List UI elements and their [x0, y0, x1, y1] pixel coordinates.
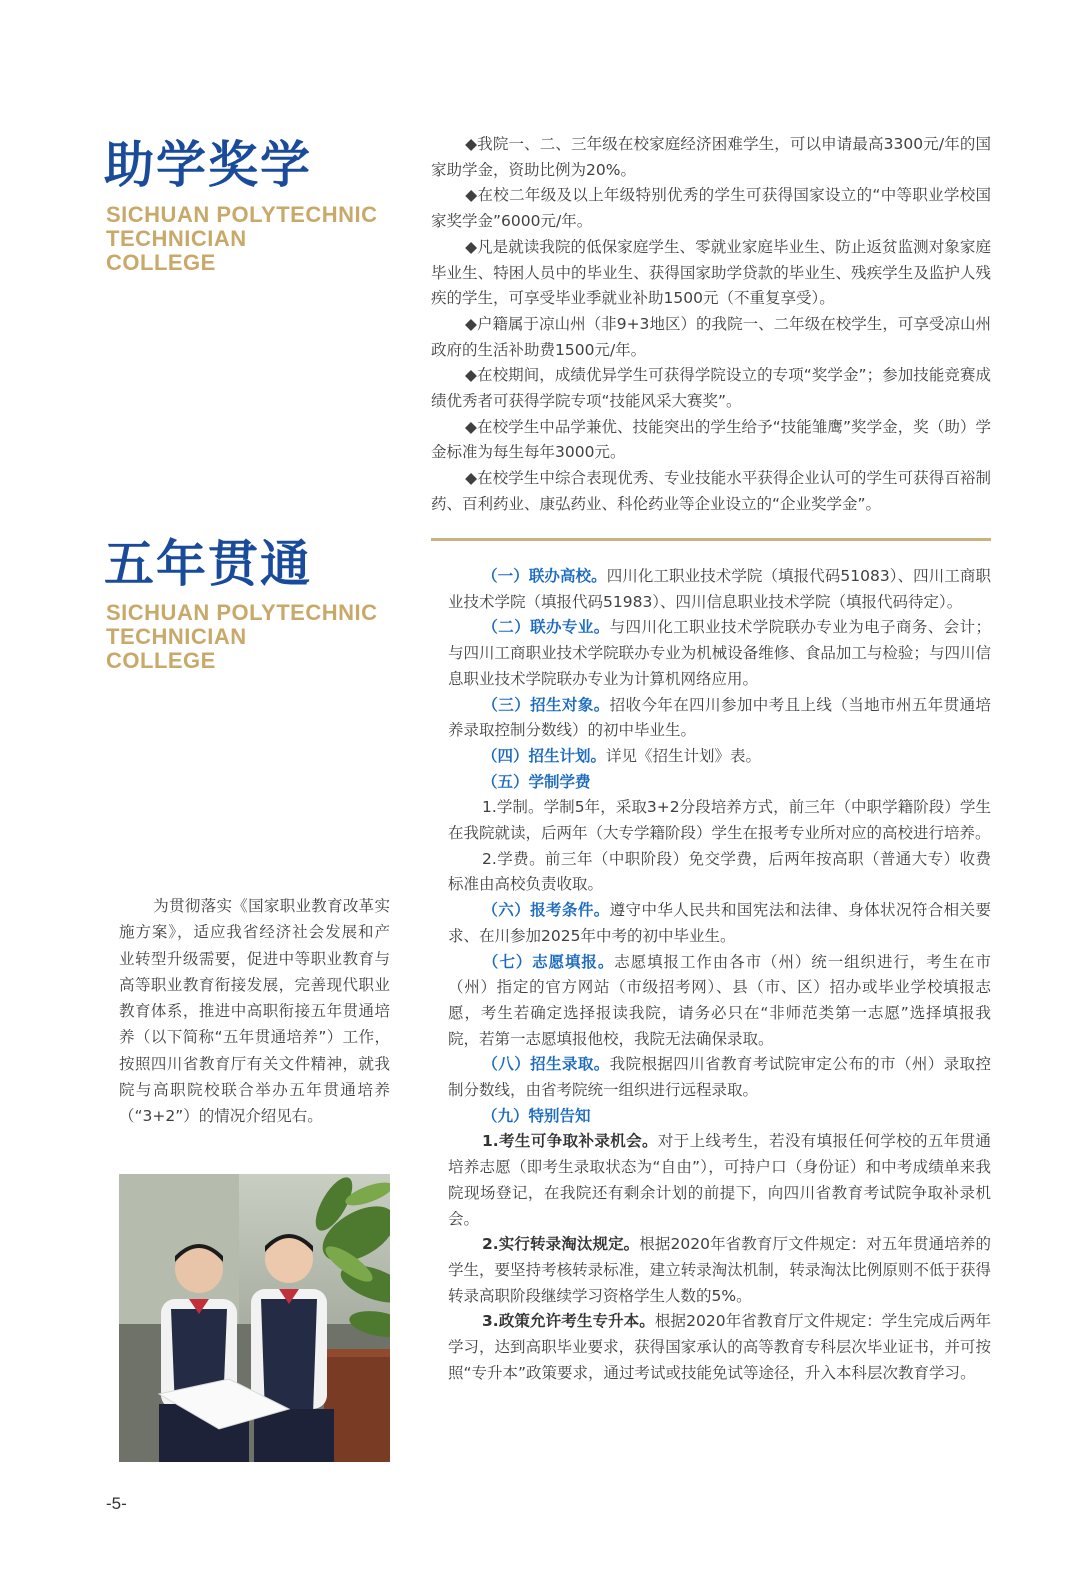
five-year-item: （三）招生对象。招收今年在四川参加中考且上线（当地市州五年贯通培养录取控制分数线）的初中毕业生。: [448, 695, 991, 740]
five-year-item: （七）志愿填报。志愿填报工作由各市（州）统一组织进行，考生在市（州）指定的官方网站（市级招考网）、县（市、区）招办或毕业学校填报志愿，考生若确定选择报读我院，请务必只在“非师范类第一志愿”选择填报我院，若第一志愿填报他校，我院无法确保录取。: [448, 952, 991, 1048]
scholarship-paragraph: ◆凡是就读我院的低保家庭学生、零就业家庭毕业生、防止返贫监测对象家庭毕业生、特困人员中的毕业生、获得国家助学贷款的毕业生、残疾学生及监护人残疾的学生，可享受毕业季就业补助1500元（不重复享受）。: [431, 237, 991, 308]
section-title-scholarship: 助学奖学: [104, 136, 312, 194]
scholarship-paragraph: ◆户籍属于凉山州（非9+3地区）的我院一、二年级在校学生，可享受凉山州政府的生活补助费1500元/年。: [431, 314, 991, 359]
five-year-item: （九）特别告知: [482, 1106, 591, 1125]
five-year-item: （五）学制学费: [482, 772, 591, 791]
five-year-body: [448, 564, 991, 1387]
section-title-five-year: 五年贯通: [104, 535, 312, 593]
students-photo: [119, 1174, 390, 1462]
subtitle-line: COLLEGE: [106, 648, 216, 673]
five-year-item: （一）联办高校。四川化工职业技术学院（填报代码51083）、四川工商职业技术学院（填报代码51983）、四川信息职业技术学院（填报代码待定）。: [448, 567, 991, 611]
five-year-item: 3.政策允许考生专升本。根据2020年省教育厅文件规定：学生完成后两年学习，达到高职毕业要求，获得国家承认的高等教育专科层次毕业证书，并可按照“专升本”政策要求，通过考试或技能免试等途径，升入本科层次教育学习。: [448, 1312, 991, 1382]
five-year-item: 1.学制。学制5年，采取3+2分段培养方式，前三年（中职学籍阶段）学生在我院就读，后两年（大专学籍阶段）学生在报考专业所对应的高校进行培养。: [448, 798, 991, 843]
scholarship-paragraph: ◆在校二年级及以上年级特别优秀的学生可获得国家设立的“中等职业学校国家奖学金”6000元/年。: [431, 186, 991, 231]
subtitle-line: SICHUAN POLYTECHNIC: [106, 600, 378, 625]
section-divider: [431, 538, 991, 541]
scholarship-paragraph: ◆在校学生中综合表现优秀、专业技能水平获得企业认可的学生可获得百裕制药、百利药业、康弘药业、科伦药业等企业设立的“企业奖学金”。: [431, 469, 991, 513]
subtitle-line: TECHNICIAN: [106, 624, 247, 649]
section-subtitle-five-year: [106, 601, 378, 673]
scholarship-paragraph: ◆在校期间，成绩优异学生可获得学院设立的专项“奖学金”；参加技能竞赛成绩优秀者可获得学院专项“技能风采大赛奖”。: [431, 366, 991, 411]
five-year-intro: 为贯彻落实《国家职业教育改革实施方案》，适应我省经济社会发展和产业转型升级需要，促进中等职业教育与高等职业教育衔接发展，完善现代职业教育体系，推进中高职衔接五年贯通培养（以下简称“五年贯通培养”）工作，按照四川省教育厅有关文件精神，就我院与高职院校联合举办五年贯通培养（“3+2”）的情况介绍见右。: [119, 897, 390, 1126]
five-year-item: 2.学费。前三年（中职阶段）免交学费，后两年按高职（普通大专）收费标准由高校负责收取。: [448, 849, 991, 894]
five-year-item: （二）联办专业。与四川化工职业技术学院联办专业为电子商务、会计；与四川工商职业技术学院联办专业为机械设备维修、食品加工与检验；与四川信息职业技术学院联办专业为计算机网络应用。: [448, 618, 991, 688]
section-subtitle-scholarship: [106, 203, 378, 275]
scholarship-body: [431, 132, 991, 518]
scholarship-paragraph: ◆我院一、二、三年级在校家庭经济困难学生，可以申请最高3300元/年的国家助学金，资助比例为20%。: [431, 135, 991, 179]
five-year-item: （八）招生录取。我院根据四川省教育考试院审定公布的市（州）录取控制分数线，由省考院统一组织进行远程录取。: [448, 1055, 991, 1100]
subtitle-line: SICHUAN POLYTECHNIC: [106, 202, 378, 227]
subtitle-line: TECHNICIAN: [106, 226, 247, 251]
five-year-item: （六）报考条件。遵守中华人民共和国宪法和法律、身体状况符合相关要求、在川参加2025年中考的初中毕业生。: [448, 901, 991, 945]
five-year-item: 1.考生可争取补录机会。对于上线考生，若没有填报任何学校的五年贯通培养志愿（即考生录取状态为“自由”），可持户口（身份证）和中考成绩单来我院现场登记，在我院还有剩余计划的前提下，向四川省教育考试院争取补录机会。: [448, 1132, 991, 1228]
five-year-item: （四）招生计划。详见《招生计划》表。: [482, 746, 762, 765]
five-year-item: 2.实行转录淘汰规定。根据2020年省教育厅文件规定：对五年贯通培养的学生，要坚持考核转录标准，建立转录淘汰机制，转录淘汰比例原则不低于获得转录高职阶段继续学习资格学生人数的5%。: [448, 1235, 991, 1305]
page-number: -5-: [106, 1494, 127, 1513]
subtitle-line: COLLEGE: [106, 250, 216, 275]
scholarship-paragraph: ◆在校学生中品学兼优、技能突出的学生给予“技能雏鹰”奖学金，奖（助）学金标准为每生每年3000元。: [431, 417, 991, 462]
